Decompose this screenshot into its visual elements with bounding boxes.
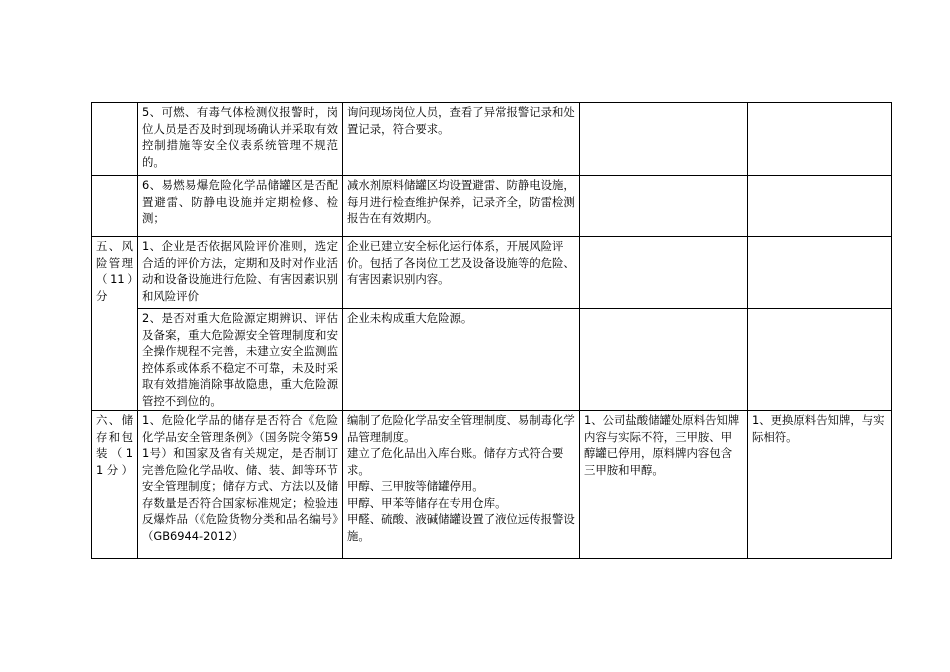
table-row bbox=[92, 309, 892, 411]
situation-cell bbox=[343, 237, 580, 309]
situation-text: 企业已建立安全标化运行体系，开展风险评价。包括了各岗位工艺及设备设施等的危险、有害因素识别内容。 bbox=[347, 239, 575, 286]
situation-text: 询问现场岗位人员，查看了异常报警记录和处置记录，符合要求。 bbox=[347, 105, 575, 136]
rectification-cell bbox=[748, 103, 892, 176]
check-item-cell: 6、易燃易爆危险化学品储罐区是否配置避雷、防静电设施并定期检修、检测； bbox=[138, 176, 343, 237]
table-row bbox=[92, 411, 892, 559]
problem-cell bbox=[580, 237, 748, 309]
category-cell: 六、储存和包装（11分） bbox=[92, 411, 138, 559]
table-row bbox=[92, 103, 892, 176]
rectification-cell bbox=[748, 309, 892, 411]
problem-cell bbox=[580, 176, 748, 237]
situation-text: 甲醇、甲苯等储存在专用仓库。 bbox=[347, 495, 507, 510]
situation-cell bbox=[343, 411, 580, 559]
rectification-cell bbox=[748, 237, 892, 309]
problem-cell: 1、公司盐酸储罐处原料告知牌内容与实际不符，三甲胺、甲醇罐已停用，原料牌内容包含三甲胺和甲醇。 bbox=[580, 411, 748, 559]
situation-text: 编制了危险化学品安全管理制度、易制毒化学品管理制度。 bbox=[347, 413, 575, 444]
situation-text: 企业未构成重大危险源。 bbox=[347, 311, 473, 325]
situation-text: 建立了危化品出入库台账。储存方式符合要求。 bbox=[347, 446, 564, 477]
category-cell bbox=[92, 176, 138, 237]
category-cell: 五、风险管理（11）分 bbox=[92, 237, 138, 411]
table-row bbox=[92, 237, 892, 309]
situation-cell bbox=[343, 176, 580, 237]
problem-cell bbox=[580, 309, 748, 411]
check-item-cell: 2、是否对重大危险源定期辨识、评估及备案，重大危险源安全管理制度和安全操作规程不完善，未建立安全监测监控体系或体系不稳定不可靠，未及时采取有效措施消除事故隐患，重大危险源管控不到位的。 bbox=[138, 309, 343, 411]
check-item-cell: 1、企业是否依据风险评价准则，选定合适的评价方法，定期和及时对作业活动和设备设施进行危险、有害因素识别和风险评价 bbox=[138, 237, 343, 309]
situation-text: 甲醇、三甲胺等储罐停用。 bbox=[347, 479, 484, 493]
category-cell bbox=[92, 103, 138, 176]
inspection-table bbox=[91, 102, 892, 559]
situation-text: 减水剂原料储罐区均设置避雷、防静电设施，每月进行检查维护保养，记录齐全，防雷检测报告在有效期内。 bbox=[347, 178, 575, 225]
situation-cell bbox=[343, 103, 580, 176]
check-item-cell: 1、危险化学品的储存是否符合《危险化学品安全管理条例》（国务院令第591号）和国家及省有关规定，是否制订完善危险化学品收、储、装、卸等环节安全管理制度；储存方式、方法以及储存数量是否符合国家标准规定；检验违反爆炸品（《危险货物分类和品名编号》（GB6944-2012） bbox=[138, 411, 343, 559]
check-item-cell: 5、可燃、有毒气体检测仪报警时，岗位人员是否及时到现场确认并采取有效控制措施等安全仪表系统管理不规范的。 bbox=[138, 103, 343, 176]
situation-text: 甲醛、硫酸、液碱储罐设置了液位远传报警设施。 bbox=[347, 512, 575, 543]
rectification-cell bbox=[748, 176, 892, 237]
rectification-cell: 1、更换原料告知牌，与实际相符。 bbox=[748, 411, 892, 559]
table-row bbox=[92, 176, 892, 237]
problem-cell bbox=[580, 103, 748, 176]
situation-cell bbox=[343, 309, 580, 411]
